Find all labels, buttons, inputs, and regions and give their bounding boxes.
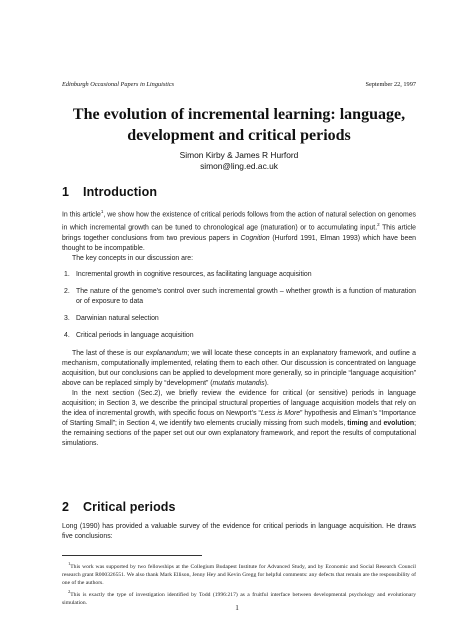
author-email: simon@ling.ed.ac.uk	[200, 160, 278, 171]
section-1-body	[62, 207, 416, 449]
author-names: Simon Kirby & James R Hurford	[179, 150, 299, 160]
list-item-text: Incremental growth in cognitive resources, as facilitating language acquisition	[76, 271, 312, 279]
intro-paragraph-4	[62, 389, 416, 450]
footnote-number: 1	[68, 561, 71, 566]
footnote-number: 2	[68, 589, 71, 595]
intro-p4-text-a: In the next section (Sec.2), we briefly review the evidence for critical (or sensitive) periods in language acquisition; in Section 3, we describe the principal structural properties of language acquisition models that rely on the idea of incremental growth, with specific focus on Newport’s “	[62, 389, 416, 418]
intro-p1-text-b: , we show how the existence of critical periods follows from the action of natural selection on genomes in which incremental growth can be tuned to chronological age (maturation) or to accumulating input.	[62, 211, 416, 232]
section-2-title: Critical periods	[83, 500, 176, 514]
footnotes	[62, 560, 416, 608]
intro-paragraph-1	[62, 207, 416, 254]
intro-p3-text-a: The last of these is our	[72, 349, 146, 357]
section-1-title: Introduction	[83, 185, 158, 199]
intro-paragraph-3	[62, 349, 416, 389]
list-item	[62, 331, 416, 341]
footnote-mark-1: 1	[100, 209, 104, 214]
intro-p3-text-b: ; we will locate these concepts in an explanatory framework, and outline a mechanism, computationally implemented, relating them to each other. Our discussion is concentrated on language acquisition, but our conclusions can be applied to development more generally, so in principle “language acquisition” above can be replaced simply by “development” (	[62, 349, 417, 387]
section-2-paragraph-1: Long (1990) has provided a valuable survey of the evidence for critical periods in language acquisition. He draws five conclusions:	[62, 523, 416, 541]
journal-reference: Cognition	[240, 234, 270, 242]
footnote-mark-2: 2	[377, 222, 380, 228]
running-head	[62, 81, 416, 88]
title-line-1: The evolution of incremental learning: language,	[72, 106, 406, 123]
intro-p1-text-a: In this article	[62, 211, 101, 219]
intro-p4-text-c: and	[367, 420, 384, 428]
intro-p4-text-d: ; the remaining sections of the paper set out our own explanatory framework, and report the results of computational simulations.	[62, 420, 416, 448]
list-item	[62, 270, 416, 280]
paper-date: September 22, 1997	[365, 81, 416, 88]
section-1-heading	[62, 185, 157, 199]
list-item-number: 4.	[64, 332, 70, 340]
intro-p3-text-c: ).	[264, 379, 269, 387]
key-concepts-list	[62, 270, 416, 341]
footnote-rule	[62, 555, 202, 556]
footnote-text: This work was supported by two fellowships at the Collegium Budapest Institute for Advanced Study, and by Economic and Social Research Council research grant R000326551. We also thank Mark Ellison, Jenny Hey and Kevin Gregg for helpful comments: any defects that remain are the responsibility of one of the authors.	[62, 563, 416, 586]
list-item-text: Darwinian natural selection	[76, 315, 159, 323]
journal-name: Edinburgh Occasional Papers in Linguistics	[62, 81, 175, 88]
intro-p3-emphasis-2: mutatis mutandis	[212, 379, 265, 387]
intro-p1-text-d: (Hurford 1991, Elman 1993) which have been thought to be incompatible.	[62, 234, 416, 252]
intro-paragraph-2: The key concepts in our discussion are:	[72, 254, 194, 262]
intro-p4-bold-evolution: evolution	[383, 420, 415, 428]
intro-p4-emphasis: Less is More	[260, 410, 301, 418]
section-2-heading	[62, 500, 176, 514]
list-item-text: The nature of the genome's control over such incremental growth – whether growth is a function of maturation or of exposure to data	[76, 288, 416, 306]
list-item	[62, 287, 416, 307]
footnote	[62, 560, 416, 588]
list-item-number: 3.	[64, 315, 70, 323]
section-2-number: 2	[62, 500, 70, 514]
intro-p4-text-b: ” hypothesis and Elman’s “Importance of Starting Small”; in Section 4, we identify two elements crucially missing from such models,	[62, 410, 416, 428]
list-item-text: Critical periods in language acquisition	[76, 332, 194, 340]
page-number: 1	[235, 604, 239, 612]
footnote-text: This is exactly the type of investigation identified by Todd (1996:217) as a fruitful interface between developmental psychology and evolutionary simulation.	[62, 591, 416, 606]
intro-p1-text-c: This article brings together conclusions from two previous papers in	[62, 224, 417, 242]
intro-p3-emphasis: explanandum	[145, 349, 188, 357]
author-block	[62, 150, 416, 171]
list-item	[62, 314, 416, 324]
section-2-body	[62, 522, 416, 542]
list-item-number: 2.	[64, 288, 70, 296]
paper-title	[62, 104, 416, 146]
intro-p4-bold-timing: timing	[347, 420, 368, 428]
list-item-number: 1.	[64, 271, 70, 279]
section-1-number: 1	[62, 185, 70, 199]
title-line-2: development and critical periods	[127, 127, 351, 144]
